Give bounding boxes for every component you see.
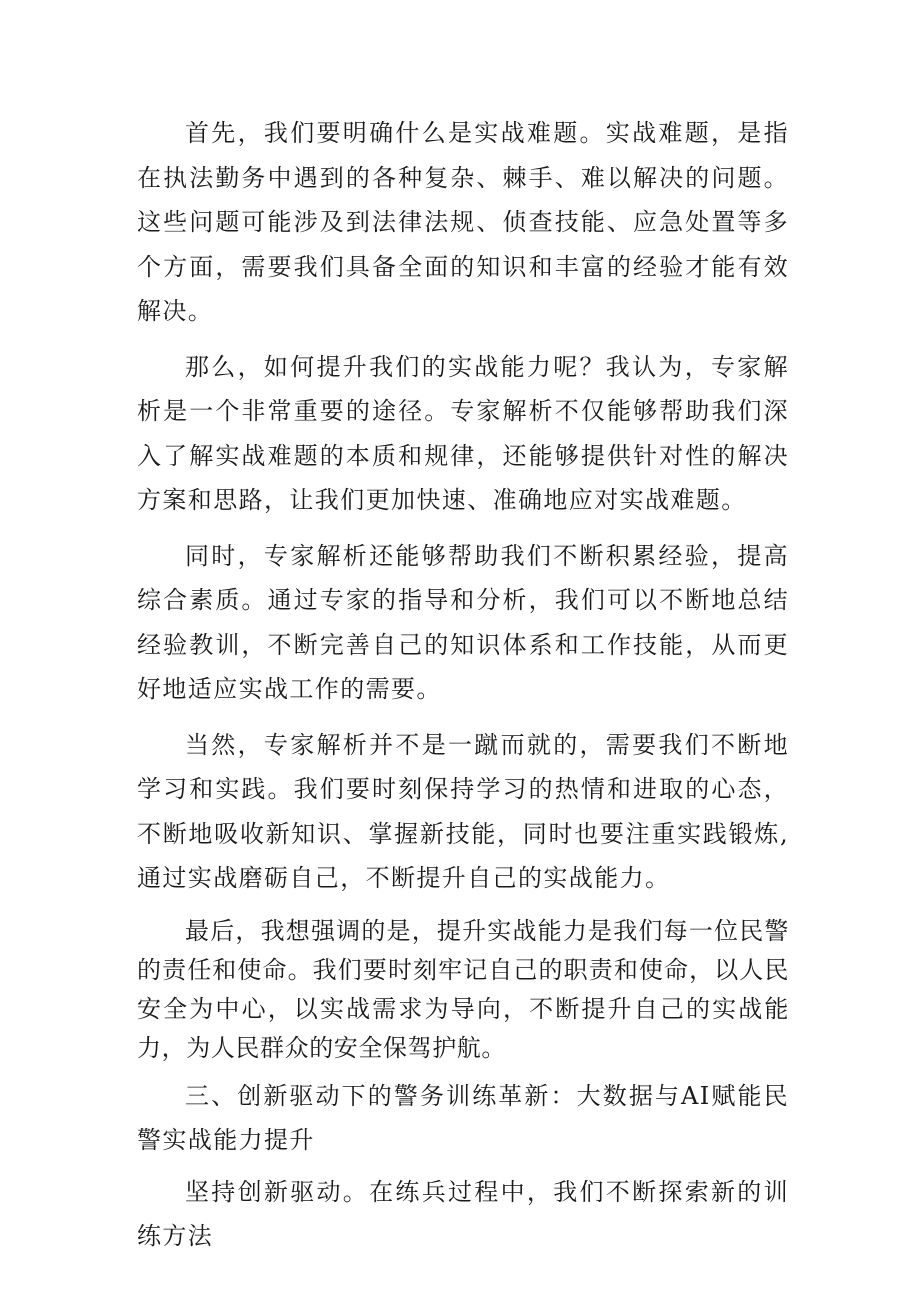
document-body (137, 111, 789, 1259)
paragraph-continuous-learning: 当然，专家解析并不是一蹴而就的，需要我们不断地学习和实践。我们要时刻保持学习的热情和进取的心态，不断地吸收新知识、掌握新技能，同时也要注重实践锻炼,通过实战磨砺自己，不断提升自己的实战能力。 (137, 730, 789, 892)
paragraph-responsibility: 最后，我想强调的是，提升实战能力是我们每一位民警的责任和使命。我们要时刻牢记自己的职责和使命，以人民安全为中心，以实战需求为导向，不断提升自己的实战能力，为人民群众的安全保驾护航。 (137, 916, 789, 1062)
paragraph-how-to-improve: 那么，如何提升我们的实战能力呢？我认为，专家解析是一个非常重要的途径。专家解析不仅能够帮助我们深入了解实战难题的本质和规律，还能够提供针对性的解决方案和思路，让我们更加快速、准确地应对实战难题。 (137, 352, 789, 514)
section-heading-innovation: 三、创新驱动下的警务训练革新：大数据与AI赋能民警实战能力提升 (137, 1081, 789, 1154)
paragraph-what-is-practical-problem: 首先，我们要明确什么是实战难题。实战难题，是指在执法勤务中遇到的各种复杂、棘手、难以解决的问题。这些问题可能涉及到法律法规、侦查技能、应急处置等多个方面，需要我们具备全面的知识和丰富的经验才能有效解决。 (137, 119, 789, 325)
paragraph-accumulate-experience: 同时，专家解析还能够帮助我们不断积累经验，提高综合素质。通过专家的指导和分析，我们可以不断地总结经验教训，不断完善自己的知识体系和工作技能，从而更好地适应实战工作的需要。 (137, 541, 789, 703)
paragraph-innovation-driven: 坚持创新驱动。在练兵过程中，我们不断探索新的训练方法 (137, 1177, 789, 1250)
